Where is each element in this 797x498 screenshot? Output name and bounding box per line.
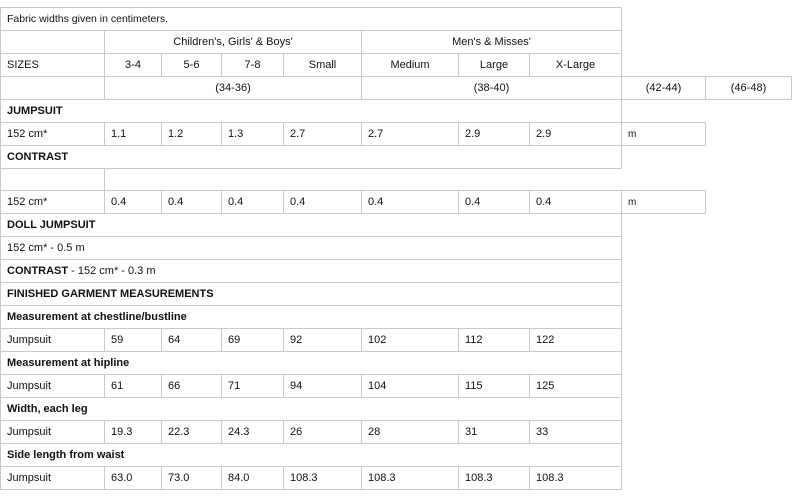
range-xx: (46-48) xyxy=(705,76,792,100)
measurement-value: 108.3 xyxy=(283,466,362,490)
measurement-row-label: Jumpsuit xyxy=(0,420,105,444)
measurement-value: 33 xyxy=(529,420,622,444)
measurement-value: 108.3 xyxy=(529,466,622,490)
jumpsuit-yardage: 1.2 xyxy=(161,122,222,146)
measurement-value: 104 xyxy=(361,374,459,398)
measurement-row-label: Jumpsuit xyxy=(0,328,105,352)
jumpsuit-yardage: 2.7 xyxy=(283,122,362,146)
contrast-yardage: 0.4 xyxy=(458,190,530,214)
group-header-adults: Men's & Misses' xyxy=(361,30,622,54)
size-header: Large xyxy=(458,53,530,77)
measurement-title: Measurement at hipline xyxy=(0,351,622,375)
measurement-value: 92 xyxy=(283,328,362,352)
measurement-row-label: Jumpsuit xyxy=(0,374,105,398)
jumpsuit-fabric-label: 152 cm* xyxy=(0,122,105,146)
size-header: X-Large xyxy=(529,53,622,77)
contrast-yardage: 0.4 xyxy=(529,190,622,214)
range-children: (34-36) xyxy=(104,76,362,100)
doll-contrast-text: - 152 cm* - 0.3 m xyxy=(68,265,156,277)
contrast-yardage: 0.4 xyxy=(361,190,459,214)
size-header: 7-8 xyxy=(221,53,284,77)
jumpsuit-unit: m xyxy=(621,122,706,146)
range-blank xyxy=(0,76,105,100)
contrast-yardage: 0.4 xyxy=(221,190,284,214)
contrast-yardage: 0.4 xyxy=(161,190,222,214)
measurement-row-label: Jumpsuit xyxy=(0,466,105,490)
measurement-value: 115 xyxy=(458,374,530,398)
contrast-yardage: 0.4 xyxy=(104,190,162,214)
size-header: 5-6 xyxy=(161,53,222,77)
jumpsuit-yardage: 2.7 xyxy=(361,122,459,146)
measurement-title: Width, each leg xyxy=(0,397,622,421)
contrast-heading: CONTRAST xyxy=(0,145,622,169)
measurement-value: 22.3 xyxy=(161,420,222,444)
jumpsuit-yardage: 2.9 xyxy=(529,122,622,146)
size-header: 3-4 xyxy=(104,53,162,77)
measurement-title: Side length from waist xyxy=(0,443,622,467)
measurement-value: 125 xyxy=(529,374,622,398)
measurement-value: 94 xyxy=(283,374,362,398)
sizes-label: SIZES xyxy=(0,53,105,77)
measurement-value: 122 xyxy=(529,328,622,352)
jumpsuit-yardage: 1.1 xyxy=(104,122,162,146)
doll-contrast-label: CONTRAST xyxy=(7,265,69,277)
contrast-yardage: 0.4 xyxy=(283,190,362,214)
doll-jumpsuit-fabric: 152 cm* - 0.5 m xyxy=(0,236,622,260)
jumpsuit-heading: JUMPSUIT xyxy=(0,99,622,123)
measurement-value: 108.3 xyxy=(458,466,530,490)
contrast-blank xyxy=(0,168,105,191)
range-x: (42-44) xyxy=(621,76,706,100)
header-blank xyxy=(0,30,105,54)
measurement-value: 112 xyxy=(458,328,530,352)
size-header: Medium xyxy=(361,53,459,77)
measurement-value: 69 xyxy=(221,328,284,352)
measurement-value: 84.0 xyxy=(221,466,284,490)
measurement-value: 63.0 xyxy=(104,466,162,490)
fabric-width-note: Fabric widths given in centimeters. xyxy=(0,7,622,31)
measurement-value: 66 xyxy=(161,374,222,398)
measurement-value: 108.3 xyxy=(361,466,459,490)
measurement-value: 73.0 xyxy=(161,466,222,490)
doll-contrast-fabric xyxy=(0,259,622,283)
measurement-value: 31 xyxy=(458,420,530,444)
contrast-unit: m xyxy=(621,190,706,214)
contrast-fabric-label: 152 cm* xyxy=(0,190,105,214)
finished-measurements-heading: FINISHED GARMENT MEASUREMENTS xyxy=(0,282,622,306)
measurement-value: 64 xyxy=(161,328,222,352)
measurement-value: 71 xyxy=(221,374,284,398)
size-header: Small xyxy=(283,53,362,77)
range-adults: (38-40) xyxy=(361,76,622,100)
measurement-value: 24.3 xyxy=(221,420,284,444)
measurement-value: 102 xyxy=(361,328,459,352)
measurement-value: 26 xyxy=(283,420,362,444)
jumpsuit-yardage: 2.9 xyxy=(458,122,530,146)
measurement-value: 28 xyxy=(361,420,459,444)
group-header-children: Children's, Girls' & Boys' xyxy=(104,30,362,54)
measurement-value: 61 xyxy=(104,374,162,398)
measurement-title: Measurement at chestline/bustline xyxy=(0,305,622,329)
jumpsuit-yardage: 1.3 xyxy=(221,122,284,146)
measurement-value: 59 xyxy=(104,328,162,352)
doll-jumpsuit-heading: DOLL JUMPSUIT xyxy=(0,213,622,237)
measurement-value: 19.3 xyxy=(104,420,162,444)
